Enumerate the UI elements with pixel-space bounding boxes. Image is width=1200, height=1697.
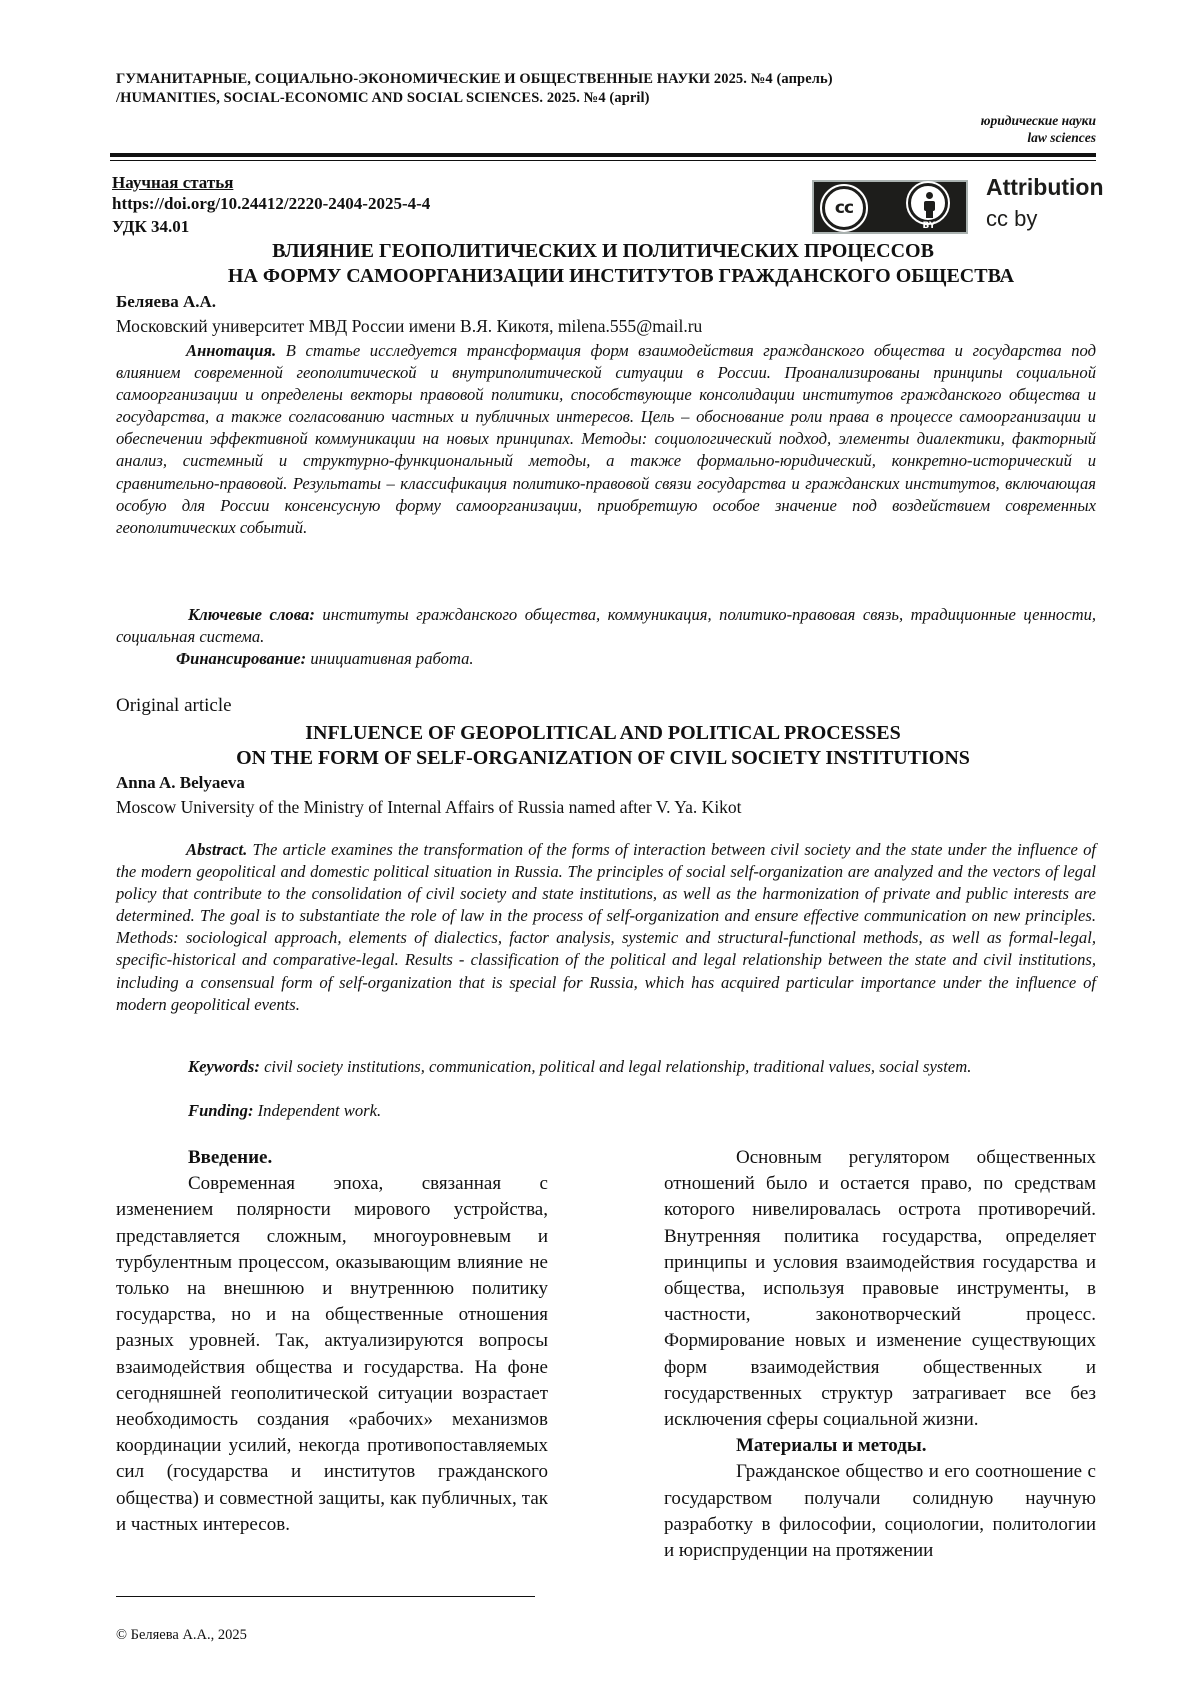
abstract-ru-label: Аннотация. bbox=[186, 341, 277, 360]
funding-ru bbox=[176, 649, 474, 669]
keywords-en-text: civil society institutions, communication, political and legal relationship, traditional values, social system. bbox=[264, 1057, 972, 1076]
methods-paragraph: Гражданское общество и его соотношение с государством получали солидную научную разработку в философии, социологии, политологии и юриспруденции на протяжении bbox=[664, 1461, 1096, 1562]
abstract-ru-text: В статье исследуется трансформация форм взаимодействия гражданского общества и государства под влиянием современной геополитической и внутриполитической ситуации в России. Проанализированы принципы социальной самоорганизации и определены векторы правовой политики, способствующие консолидации институтов гражданского общества и государства, а также согласованию частных и публичных интересов. Цель – обоснование роли права в процессе самоорганизации и обеспечении эффективной коммуникации на новых принципах. Методы: социологический подход, элементы диалектики, факторный анализ, системный и структурно-функциональный методы, а также формально-юридический, конкретно-исторический и сравнительно-правовой. Результаты – классификация политико-правовой связи государства и гражданских институтов, включающая особую для России консенсусную форму самоорганизации, приобретшую особое значение под воздействием современных геополитических событий. bbox=[116, 341, 1096, 537]
keywords-ru-label: Ключевые слова: bbox=[188, 605, 315, 624]
cc-icon: cc bbox=[822, 186, 866, 230]
title-ru-line1: ВЛИЯНИЕ ГЕОПОЛИТИЧЕСКИХ И ПОЛИТИЧЕСКИХ ПРОЦЕССОВ bbox=[272, 240, 934, 262]
funding-ru-text: инициативная работа. bbox=[310, 649, 474, 668]
journal-title-ru: ГУМАНИТАРНЫЕ, СОЦИАЛЬНО-ЭКОНОМИЧЕСКИЕ И ОБЩЕСТВЕННЫЕ НАУКИ 2025. №4 (апрель) bbox=[116, 71, 833, 87]
title-en-line1: INFLUENCE OF GEOPOLITICAL AND POLITICAL PROCESSES bbox=[305, 722, 901, 744]
abstract-en bbox=[116, 839, 1096, 1016]
license-short-text: cc by bbox=[986, 206, 1038, 231]
methods-heading-dot: . bbox=[921, 1435, 927, 1457]
section-label-ru: юридические науки bbox=[980, 113, 1096, 128]
cc-by-license-badge[interactable] bbox=[812, 180, 968, 234]
keywords-ru bbox=[116, 604, 1096, 648]
header-rule-thick bbox=[110, 153, 1096, 157]
copyright-notice: © Беляева А.А., 2025 bbox=[116, 1627, 247, 1643]
body-column-left bbox=[116, 1145, 548, 1538]
affiliation-en: Moscow University of the Ministry of Internal Affairs of Russia named after V. Ya. Kikot bbox=[116, 797, 742, 817]
keywords-ru-text: институты гражданского общества, коммуникация, политико-правовая связь, традиционные ценности, социальная система. bbox=[116, 605, 1097, 647]
intro-heading: Введение. bbox=[188, 1147, 273, 1168]
methods-heading bbox=[664, 1433, 1096, 1459]
article-type-en: Original article bbox=[116, 695, 232, 716]
methods-heading-text: Материалы и методы bbox=[736, 1435, 922, 1457]
funding-en-text: Independent work. bbox=[257, 1101, 382, 1120]
article-type-ru: Научная статья bbox=[112, 173, 234, 192]
journal-title-en: /HUMANITIES, SOCIAL-ECONOMIC AND SOCIAL SCIENCES. 2025. №4 (april) bbox=[116, 90, 650, 106]
abstract-ru bbox=[116, 340, 1096, 539]
abstract-en-label: Abstract. bbox=[186, 840, 248, 859]
intro-paragraph: Современная эпоха, связанная с изменением полярности мирового устройства, представляется сложным, многоуровневым и турбулентным процессом, оказывающим влияние не только на внешнюю и внутреннюю политику государства, но и на общественные отношения разных уровней. Так, актуализируются вопросы взаимодействия общества и государства. На фоне сегодняшней геополитической ситуации возрастает необходимость создания «рабочих» механизмов координации усилий, некогда противопоставляемых сил (государства и институтов гражданского общества) и совместной защиты, как публичных, так и частных интересов. bbox=[116, 1173, 548, 1535]
abstract-en-text: The article examines the transformation of the forms of interaction between civil society and the state under the influence of the modern geopolitical and domestic political situation in Russia. The principles of social self-organization are analyzed and the vectors of legal policy that contribute to the consolidation of civil society and state institutions, as well as the harmonization of private and public interests are determined. The goal is to substantiate the role of law in the process of self-organization and ensure effective communication on new principles. Methods: sociological approach, elements of dialectics, factor analysis, systemic and structural-functional methods, as well as formal-legal, specific-historical and comparative-legal. Results - classification of the political and legal relationship between the state and civil institutions, including a consensual form of self-organization that is special for Russia, which has acquired particular importance under the influence of modern geopolitical events. bbox=[116, 840, 1096, 1014]
udk-code: УДК 34.01 bbox=[112, 217, 190, 236]
funding-en bbox=[188, 1101, 381, 1121]
section-label-en: law sciences bbox=[1027, 130, 1096, 145]
title-ru-line2: НА ФОРМУ САМООРГАНИЗАЦИИ ИНСТИТУТОВ ГРАЖДАНСКОГО ОБЩЕСТВА bbox=[227, 265, 1015, 287]
header-rule-thin bbox=[110, 160, 1096, 161]
keywords-en bbox=[116, 1056, 1096, 1078]
license-attribution-text: Attribution bbox=[986, 174, 1104, 200]
funding-en-label: Funding: bbox=[188, 1101, 254, 1120]
author-en: Anna A. Belyaeva bbox=[116, 773, 245, 792]
attribution-person-icon bbox=[908, 183, 948, 223]
by-label: BY bbox=[922, 221, 936, 231]
author-ru: Беляева А.А. bbox=[116, 292, 217, 311]
body-column-right bbox=[664, 1145, 1096, 1564]
footnote-rule bbox=[116, 1596, 535, 1597]
doi-link[interactable]: https://doi.org/10.24412/2220-2404-2025-4-4 bbox=[112, 194, 431, 213]
funding-ru-label: Финансирование: bbox=[176, 649, 307, 668]
keywords-en-label: Keywords: bbox=[188, 1057, 260, 1076]
right-paragraph: Основным регулятором общественных отношений было и остается право, по средствам которого нивелировалась острота противоречий. Внутренняя политика государства, определяет принципы и условия взаимодействия государства и общества, используя правовые инструменты, в частности, законотворческий процесс. Формирование новых и изменение существующих форм взаимодействия общественных и государственных структур затрагивает все без исключения сферы социальной жизни. bbox=[664, 1147, 1096, 1431]
affiliation-ru: Московский университет МВД России имени В.Я. Кикотя, milena.555@mail.ru bbox=[116, 316, 703, 336]
title-en-line2: ON THE FORM OF SELF-ORGANIZATION OF CIVIL SOCIETY INSTITUTIONS bbox=[236, 747, 970, 769]
